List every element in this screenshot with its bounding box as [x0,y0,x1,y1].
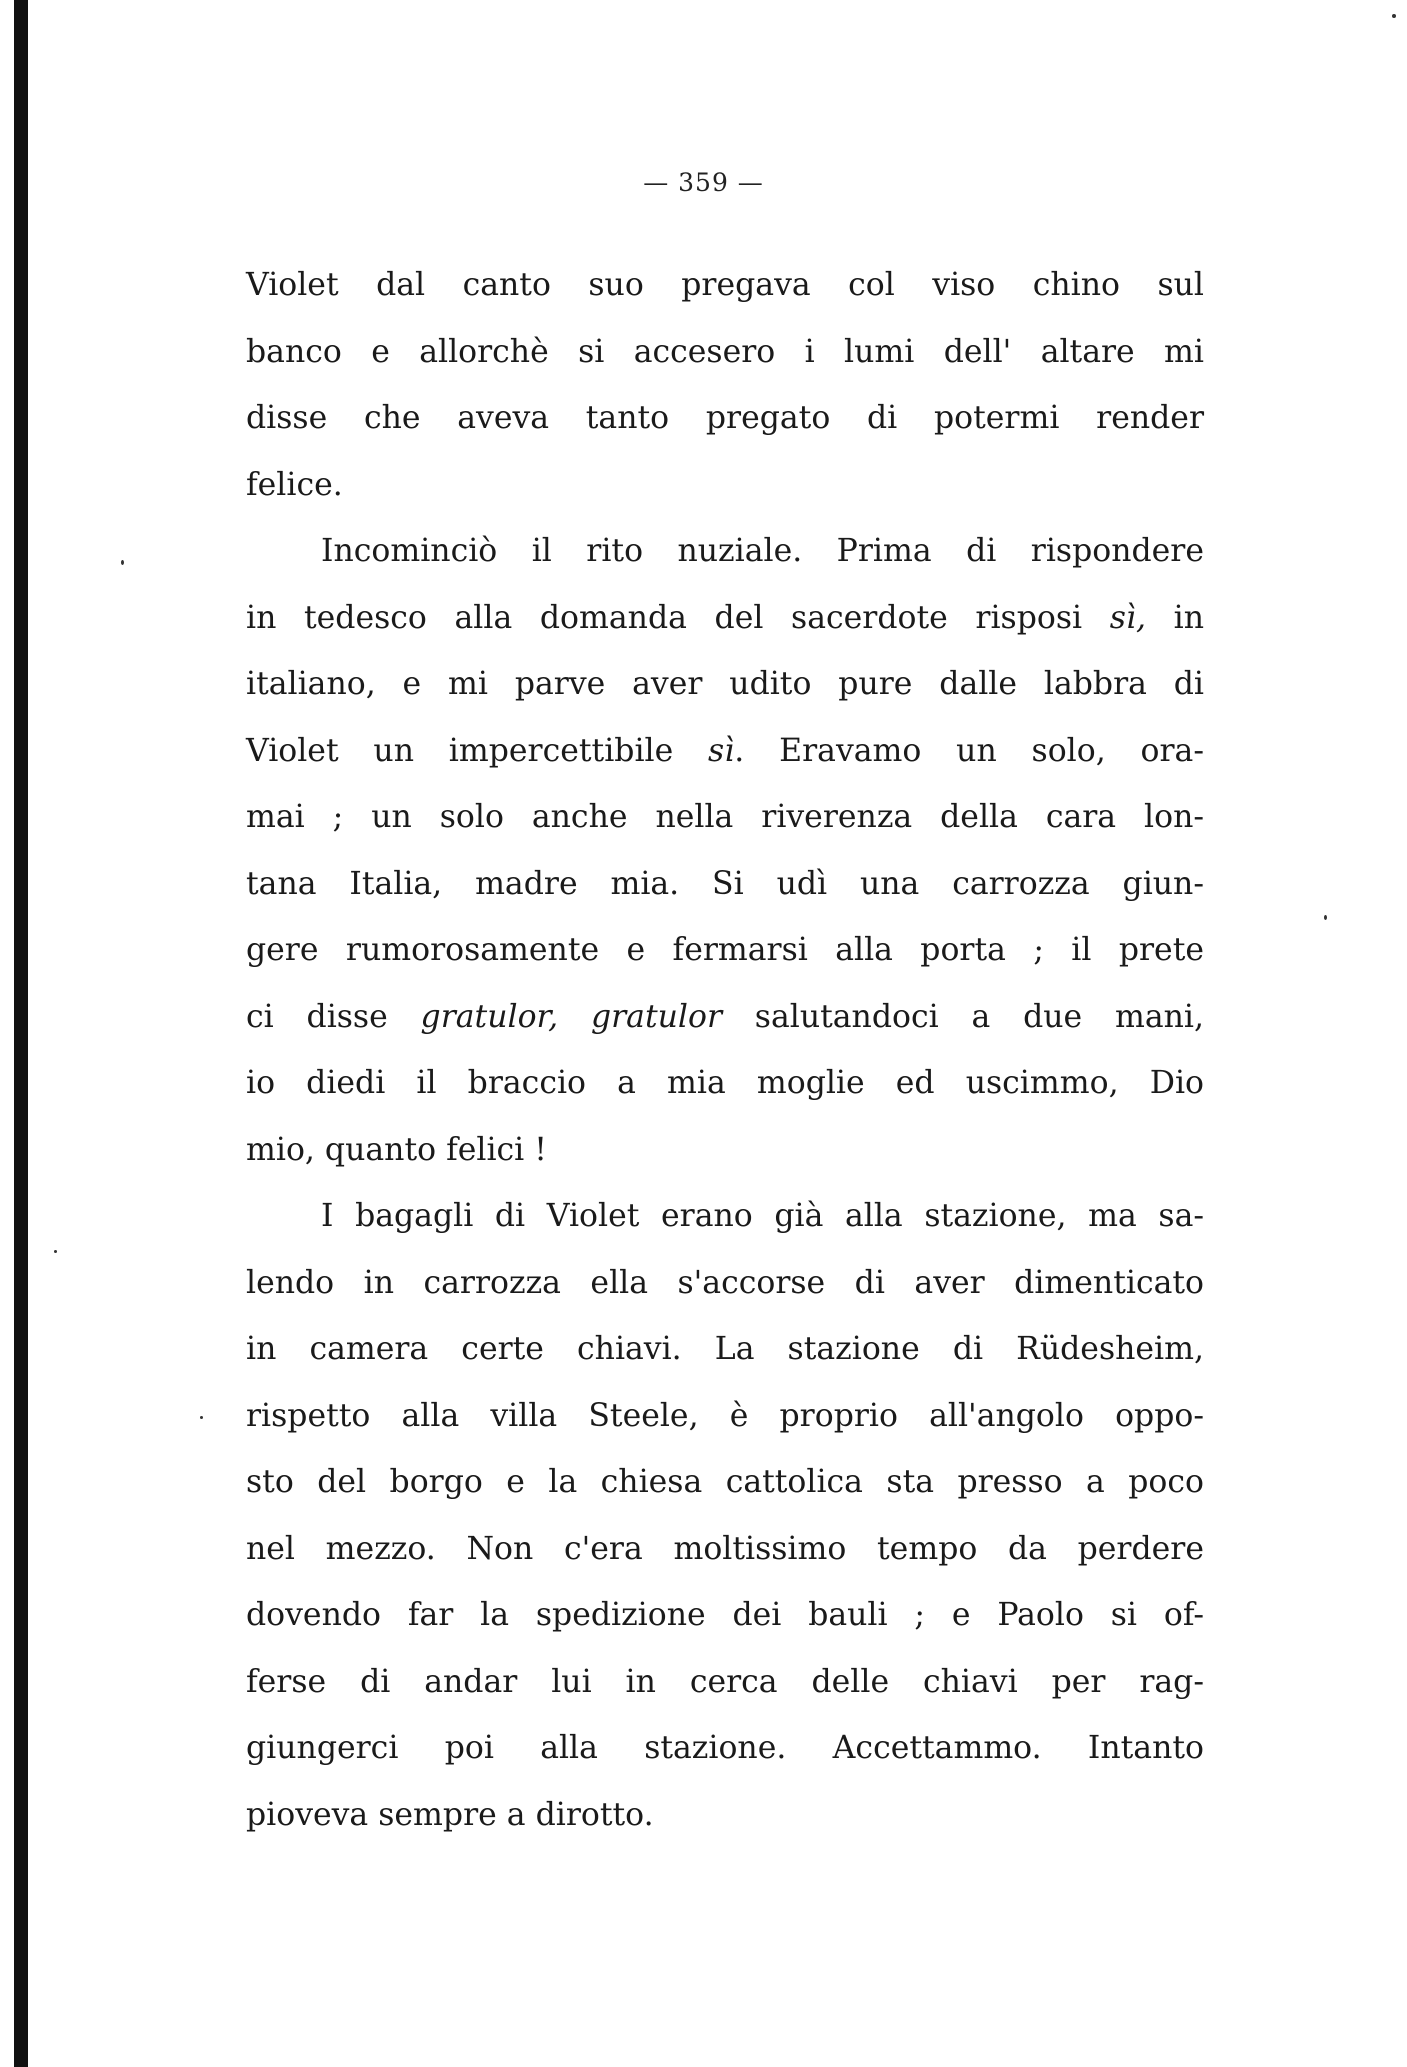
text-run: in [1146,599,1205,636]
text-line [246,385,1204,452]
text-run: ferse di andar lui in cerca delle chiavi per rag- [246,1663,1204,1700]
text-line [246,1117,1204,1184]
text-run: mio, quanto felici ! [246,1131,547,1168]
text-line [246,917,1204,984]
text-line [246,252,1204,319]
text-line [246,1316,1204,1383]
text-run: in tedesco alla domanda del sacerdote risposi [246,599,1110,636]
text-run: mai ; un solo anche nella riverenza della cara lon- [246,799,1204,835]
text-run: in camera certe chiavi. La stazione di Rüdesheim, [246,1331,1204,1367]
text-run: sto del borgo e la chiesa cattolica sta presso a poco [246,1464,1204,1500]
text-run: . Eravamo un solo, ora- [734,732,1204,769]
italic-text-run: gratulor, gratulor [420,998,722,1035]
text-run: Incominciò il rito nuziale. Prima di rispondere [321,533,1204,569]
text-run: tana Italia, madre mia. Si udì una carrozza giun- [246,865,1204,902]
text-line [246,1649,1204,1716]
text-line [246,984,1204,1051]
text-line [246,1449,1204,1516]
text-run: ci disse [246,998,421,1035]
text-line [246,651,1204,718]
text-run: italiano, e mi parve aver udito pure dalle labbra di [246,666,1204,702]
text-line [246,1050,1204,1117]
page-binding-edge [14,0,28,2067]
text-line [246,1582,1204,1649]
text-run: felice. [246,466,343,503]
text-run: disse che aveva tanto pregato di potermi render [246,400,1204,436]
ink-speck [121,560,124,565]
text-line [246,452,1204,519]
text-run: rispetto alla villa Steele, è proprio all'angolo oppo- [246,1397,1204,1434]
ink-speck [54,1250,57,1253]
ink-speck [200,1416,203,1419]
ink-speck [1324,915,1327,920]
body-text [246,252,1204,1848]
text-line [246,1516,1204,1583]
text-line [246,518,1204,585]
text-run: salutandoci a due mani, [722,998,1205,1035]
text-run: dovendo far la spedizione dei bauli ; e Paolo si of- [246,1597,1204,1633]
text-run: nel mezzo. Non c'era moltissimo tempo da perdere [246,1530,1204,1567]
text-run: Violet un impercettibile [246,732,709,769]
text-line [246,851,1204,918]
page-number: — 359 — [643,168,764,197]
text-run: lendo in carrozza ella s'accorse di aver dimenticato [246,1264,1204,1301]
text-line [246,585,1204,652]
text-line [246,1183,1204,1250]
text-run: gere rumorosamente e fermarsi alla porta ; il prete [246,932,1204,968]
text-line [246,784,1204,851]
text-run: giungerci poi alla stazione. Accettammo. Intanto [246,1730,1204,1766]
italic-text-run: sì, [1109,599,1146,636]
text-run: pioveva sempre a dirotto. [246,1796,654,1833]
text-line [246,1782,1204,1849]
text-line [246,718,1204,785]
text-line [246,1383,1204,1450]
text-line [246,1715,1204,1782]
text-line [246,1250,1204,1317]
text-run: io diedi il braccio a mia moglie ed uscimmo, Dio [246,1065,1204,1101]
text-run: banco e allorchè si accesero i lumi dell' altare mi [246,333,1204,370]
italic-text-run: sì [708,732,735,769]
text-line [246,319,1204,386]
text-run: Violet dal canto suo pregava col viso chino sul [246,267,1204,303]
ink-speck [1392,14,1396,18]
text-run: I bagagli di Violet erano già alla stazione, ma sa- [321,1198,1204,1234]
